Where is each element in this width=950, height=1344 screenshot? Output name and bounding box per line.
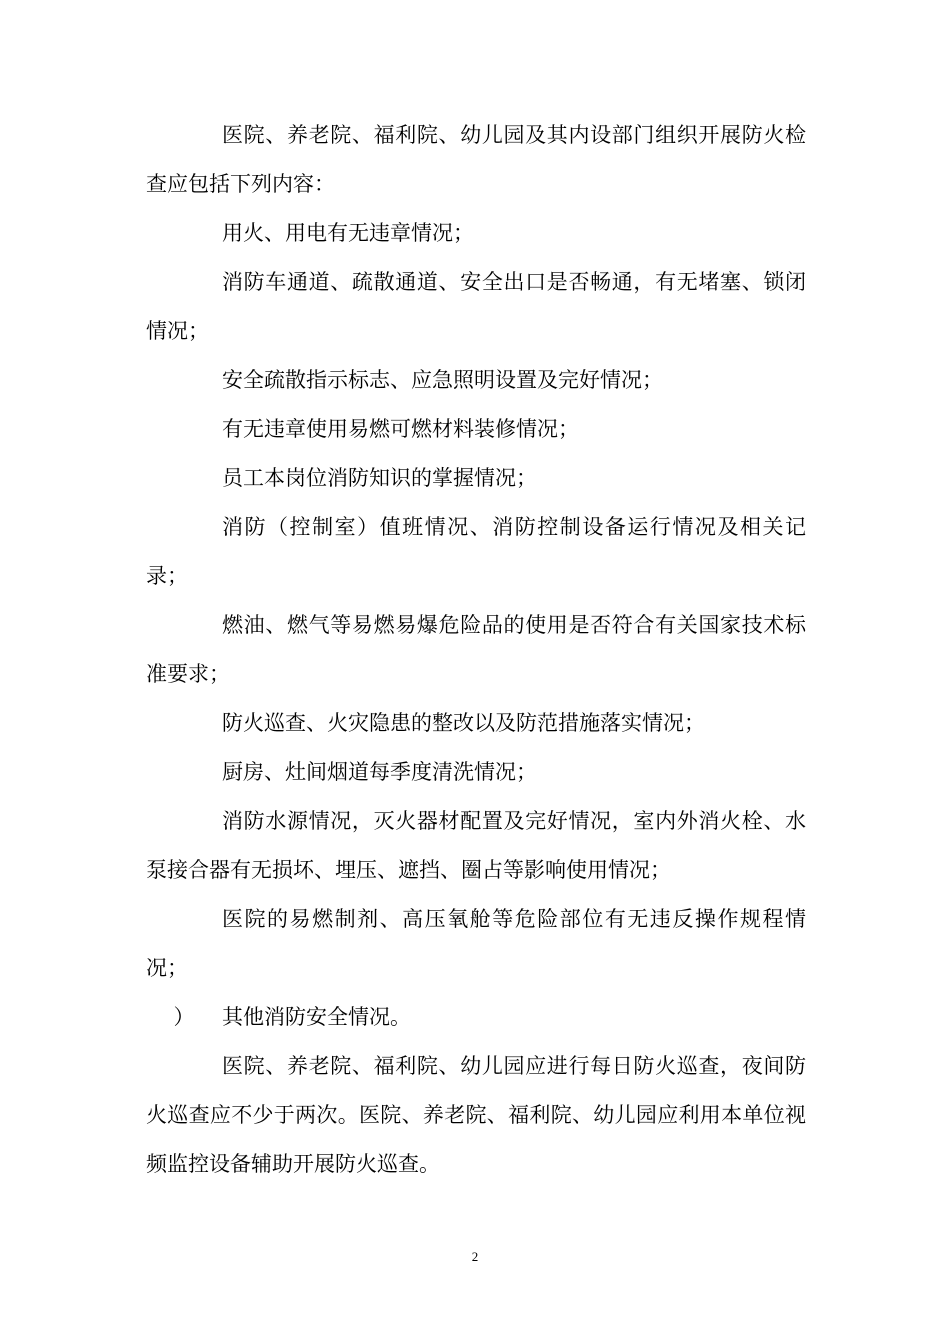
list-item: 用火、用电有无违章情况； — [222, 221, 474, 245]
list-item: 消防车通道、疏散通道、安全出口是否畅通，有无堵塞、锁闭情况； — [146, 270, 806, 343]
list-item: 安全疏散指示标志、应急照明设置及完好情况； — [222, 368, 663, 392]
marked-item-text: 其他消防安全情况。 — [222, 1005, 411, 1029]
list-item: 有无违章使用易燃可燃材料装修情况； — [222, 417, 579, 441]
list-marker: ） — [173, 1005, 195, 1029]
marked-list-item — [146, 993, 806, 1042]
list-item: 消防水源情况，灭火器材配置及完好情况，室内外消火栓、水泵接合器有无损坏、埋压、遮挡、圈占等影响使用情况； — [146, 809, 806, 882]
intro-paragraph: 医院、养老院、福利院、幼儿园及其内设部门组织开展防火检查应包括下列内容： — [146, 123, 806, 196]
list-item: 防火巡查、火灾隐患的整改以及防范措施落实情况； — [222, 711, 705, 735]
list-item: 医院的易燃制剂、高压氧舱等危险部位有无违反操作规程情况； — [146, 907, 806, 980]
list-item: 消防（控制室）值班情况、消防控制设备运行情况及相关记录； — [146, 515, 806, 588]
list-item: 燃油、燃气等易燃易爆危险品的使用是否符合有关国家技术标准要求； — [146, 613, 806, 686]
list-item: 员工本岗位消防知识的掌握情况； — [222, 466, 537, 490]
closing-paragraph: 医院、养老院、福利院、幼儿园应进行每日防火巡查，夜间防火巡查应不少于两次。医院、养老院、福利院、幼儿园应利用本单位视频监控设备辅助开展防火巡查。 — [146, 1054, 806, 1176]
list-item: 厨房、灶间烟道每季度清洗情况； — [222, 760, 537, 784]
page-number: 2 — [471, 1249, 479, 1264]
